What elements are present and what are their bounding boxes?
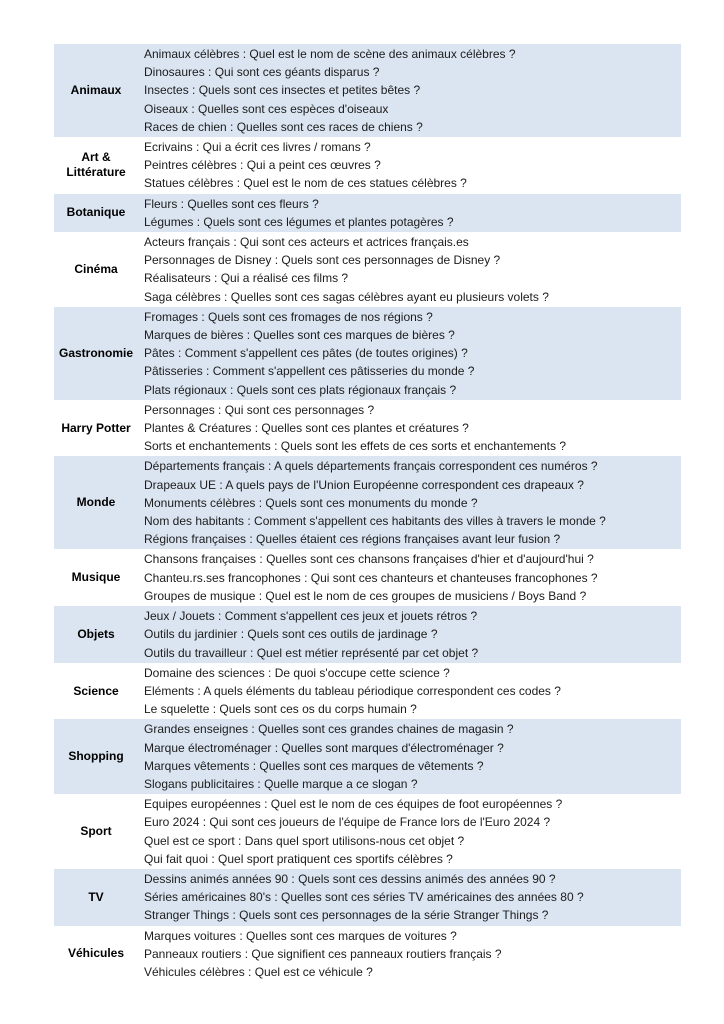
question-line: Domaine des sciences : De quoi s'occupe cette science ? bbox=[144, 665, 450, 680]
questions-cell bbox=[138, 456, 681, 549]
questions-cell bbox=[138, 137, 681, 194]
category-label: Objets bbox=[54, 606, 138, 663]
question-line: Oiseaux : Quelles sont ces espèces d'oiseaux bbox=[144, 101, 389, 116]
question-line: Dessins animés années 90 : Quels sont ces dessins animés des années 90 ? bbox=[144, 871, 556, 886]
question-line: Fleurs : Quelles sont ces fleurs ? bbox=[144, 196, 319, 211]
category-label: Art & Littérature bbox=[66, 150, 126, 180]
question-line: Légumes : Quels sont ces légumes et plantes potagères ? bbox=[144, 214, 454, 229]
table-row bbox=[54, 44, 681, 137]
question-line: Insectes : Quels sont ces insectes et petites bêtes ? bbox=[144, 83, 421, 98]
category-label: Shopping bbox=[54, 719, 138, 794]
question-line: Régions françaises : Quelles étaient ces régions françaises avant leur fusion ? bbox=[144, 532, 561, 547]
question-line: Marques de bières : Quelles sont ces marques de bières ? bbox=[144, 328, 455, 343]
question-line: Qui fait quoi : Quel sport pratiquent ces sportifs célèbres ? bbox=[144, 851, 453, 866]
table-row bbox=[54, 719, 681, 794]
question-line: Outils du jardinier : Quels sont ces outils de jardinage ? bbox=[144, 627, 438, 642]
questions-cell bbox=[138, 663, 681, 720]
question-line: Sorts et enchantements : Quels sont les effets de ces sorts et enchantements ? bbox=[144, 439, 567, 454]
question-line: Plantes & Créatures : Quelles sont ces plantes et créatures ? bbox=[144, 421, 469, 436]
question-line: Chansons françaises : Quelles sont ces chansons françaises d'hier et d'aujourd'hui ? bbox=[144, 552, 594, 567]
questions-cell bbox=[138, 194, 681, 232]
questions-cell bbox=[138, 307, 681, 400]
table-row bbox=[54, 663, 681, 720]
questions-cell bbox=[138, 719, 681, 794]
table-row bbox=[54, 400, 681, 457]
questions-cell bbox=[138, 44, 681, 137]
category-label: Musique bbox=[71, 570, 121, 585]
question-line: Ecrivains : Qui a écrit ces livres / romans ? bbox=[144, 140, 371, 155]
question-line: Outils du travailleur : Quel est métier représenté par cet objet ? bbox=[144, 645, 479, 660]
category-label: Harry Potter bbox=[61, 420, 131, 435]
questions-cell bbox=[138, 794, 681, 869]
questions-cell bbox=[138, 549, 681, 606]
question-line: Dinosaures : Qui sont ces géants disparus ? bbox=[144, 65, 380, 80]
question-line: Slogans publicitaires : Quelle marque a ce slogan ? bbox=[144, 776, 418, 791]
question-line: Monuments célèbres : Quels sont ces monuments du monde ? bbox=[144, 495, 478, 510]
question-line: Pâtisseries : Comment s'appellent ces pâtisseries du monde ? bbox=[144, 364, 475, 379]
question-line: Statues célèbres : Quel est le nom de ces statues célèbres ? bbox=[144, 176, 467, 191]
question-line: Personnages : Qui sont ces personnages ? bbox=[144, 402, 375, 417]
question-line: Groupes de musique : Quel est le nom de ces groupes de musiciens / Boys Band ? bbox=[144, 588, 587, 603]
question-line: Nom des habitants : Comment s'appellent ces habitants des villes à travers le monde ? bbox=[144, 514, 606, 529]
table-row bbox=[54, 794, 681, 869]
questions-cell bbox=[138, 606, 681, 663]
question-line: Pâtes : Comment s'appellent ces pâtes (de toutes origines) ? bbox=[144, 346, 468, 361]
question-line: Euro 2024 : Qui sont ces joueurs de l'équipe de France lors de l'Euro 2024 ? bbox=[144, 815, 551, 830]
question-line: Jeux / Jouets : Comment s'appellent ces jeux et jouets rétros ? bbox=[144, 609, 478, 624]
questions-cell bbox=[138, 926, 681, 983]
questions-cell bbox=[138, 869, 681, 926]
table-row bbox=[54, 926, 681, 983]
questions-cell bbox=[138, 232, 681, 307]
quiz-categories-table bbox=[54, 44, 681, 982]
question-line: Grandes enseignes : Quelles sont ces grandes chaines de magasin ? bbox=[144, 722, 514, 737]
question-line: Le squelette : Quels sont ces os du corps humain ? bbox=[144, 702, 417, 717]
question-line: Marque électroménager : Quelles sont marques d'électroménager ? bbox=[144, 740, 504, 755]
table-row bbox=[54, 232, 681, 307]
question-line: Quel est ce sport : Dans quel sport utilisons-nous cet objet ? bbox=[144, 833, 465, 848]
category-label: Animaux bbox=[54, 44, 138, 137]
question-line: Animaux célèbres : Quel est le nom de scène des animaux célèbres ? bbox=[144, 47, 516, 61]
table-row bbox=[54, 137, 681, 194]
question-line: Saga célèbres : Quelles sont ces sagas célèbres ayant eu plusieurs volets ? bbox=[144, 289, 549, 304]
table-row bbox=[54, 456, 681, 549]
question-line: Panneaux routiers : Que signifient ces panneaux routiers français ? bbox=[144, 946, 502, 961]
category-label: Cinéma bbox=[74, 261, 118, 276]
question-line: Races de chien : Quelles sont ces races de chiens ? bbox=[144, 119, 423, 134]
category-label: Véhicules bbox=[67, 946, 125, 961]
category-table-body bbox=[54, 44, 681, 982]
question-line: Stranger Things : Quels sont ces personnages de la série Stranger Things ? bbox=[144, 908, 549, 923]
category-label: Botanique bbox=[54, 194, 138, 232]
question-line: Fromages : Quels sont ces fromages de nos régions ? bbox=[144, 309, 433, 324]
question-line: Réalisateurs : Qui a réalisé ces films ? bbox=[144, 271, 349, 286]
question-line: Marques vêtements : Quelles sont ces marques de vêtements ? bbox=[144, 758, 484, 773]
category-label: Sport bbox=[80, 824, 112, 839]
table-row bbox=[54, 606, 681, 663]
question-line: Peintres célèbres : Qui a peint ces œuvres ? bbox=[144, 158, 381, 173]
questions-cell bbox=[138, 400, 681, 457]
question-line: Drapeaux UE : A quels pays de l'Union Européenne correspondent ces drapeaux ? bbox=[144, 477, 584, 492]
question-line: Plats régionaux : Quels sont ces plats régionaux français ? bbox=[144, 382, 457, 397]
question-line: Séries américaines 80's : Quelles sont ces séries TV américaines des années 80 ? bbox=[144, 890, 584, 905]
table-row bbox=[54, 869, 681, 926]
category-label: Monde bbox=[54, 456, 138, 549]
question-line: Chanteu.rs.ses francophones : Qui sont ces chanteurs et chanteuses francophones ? bbox=[144, 570, 598, 585]
question-line: Acteurs français : Qui sont ces acteurs et actrices français.es bbox=[144, 235, 469, 250]
table-row bbox=[54, 194, 681, 232]
question-line: Eléments : A quels éléments du tableau périodique correspondent ces codes ? bbox=[144, 683, 561, 698]
question-line: Véhicules célèbres : Quel est ce véhicule ? bbox=[144, 964, 373, 979]
category-label: Science bbox=[73, 683, 119, 698]
category-label: TV bbox=[54, 869, 138, 926]
table-row bbox=[54, 549, 681, 606]
question-line: Marques voitures : Quelles sont ces marques de voitures ? bbox=[144, 928, 457, 943]
question-line: Personnages de Disney : Quels sont ces personnages de Disney ? bbox=[144, 253, 501, 268]
category-label: Gastronomie bbox=[54, 307, 138, 400]
question-line: Départements français : A quels départements français correspondent ces numéros ? bbox=[144, 459, 598, 474]
table-row bbox=[54, 307, 681, 400]
question-line: Equipes européennes : Quel est le nom de ces équipes de foot européennes ? bbox=[144, 797, 563, 812]
